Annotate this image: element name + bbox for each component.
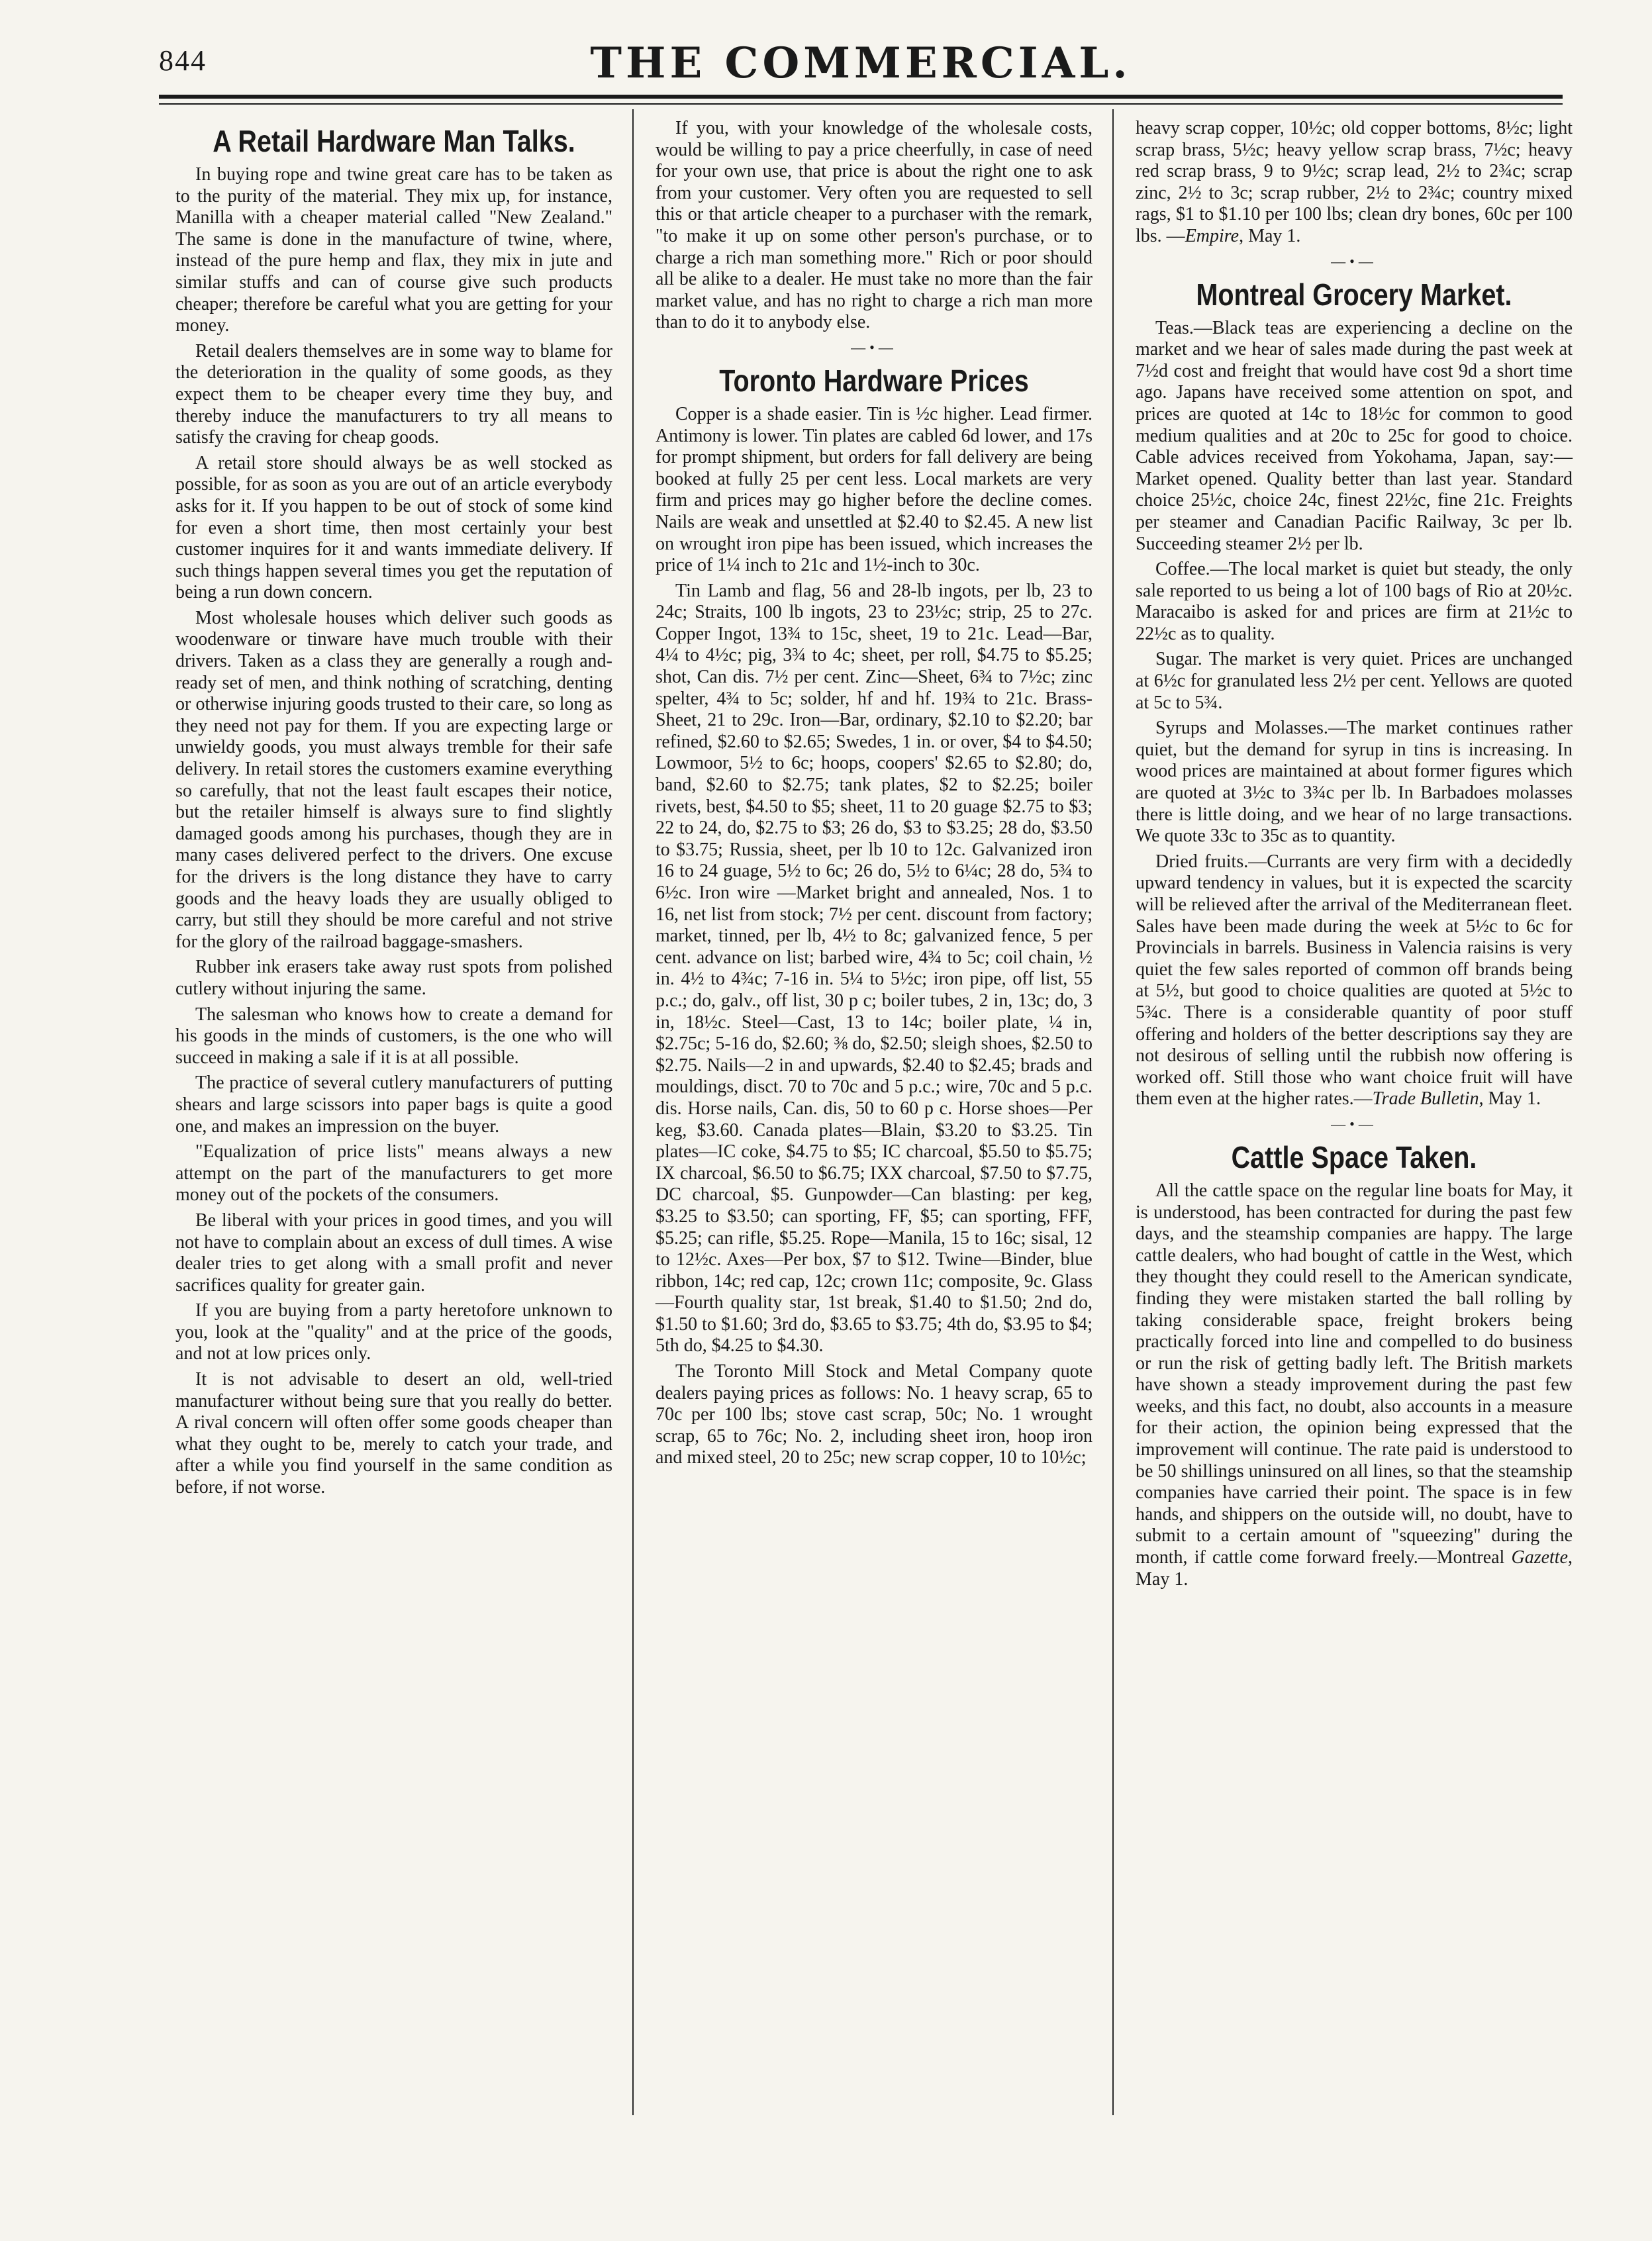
- masthead-rule-thick: [159, 95, 1563, 99]
- article-paragraph: If you, with your knowledge of the wholesale costs, would be willing to pay a price cheerfully, in case of need for your own use, that price is about the right one to ask from your customer. Very often you are requested to sell this or that article cheaper to a purchaser with the remark, "to make it up on some other person's purchase, or to charge a rich man something more." Rich or poor should all be alike to a dealer. He must take no more than the fair market value, and has no right to charge a rich man more than to do it to anybody else.: [656, 118, 1093, 333]
- article-paragraph: If you are buying from a party heretofore unknown to you, look at the "quality" and at the price of the goods, and not at low prices only.: [175, 1300, 612, 1364]
- source-attribution: Empire: [1185, 225, 1239, 246]
- masthead-rule-thin: [159, 103, 1563, 105]
- article-heading-toronto-hardware: Toronto Hardware Prices: [719, 363, 1029, 398]
- article-paragraph: Rubber ink erasers take away rust spots from polished cutlery without injuring the same.: [175, 957, 612, 999]
- price-list-paragraph: Tin Lamb and flag, 56 and 28-lb ingots, per lb, 23 to 24c; Straits, 100 lb ingots, 23 to 23½c; strip, 25 to 27c. Copper Ingot, 13¾ to 15c, sheet, 19 to 21c. Lead—Bar, 4¼ to 4½c; pig, 3¾ to 4c; sheet, per roll, $4.75 to $5.25; shot, Can dis. 7½ per cent. Zinc—Sheet, 6¾ to 7½c; zinc spelter, 4¾ to 5c; solder, hf and hf. 19¾ to 21c. Brass- Sheet, 21 to 29c. Iron—Bar, ordinary, $2.10 to $2.20; bar refined, $2.60 to $2.65; Swedes, 1 in. or over, $4 to $4.50; Lowmoor, 5½ to 6c; hoops, coopers' $2.65 to $2.80; do, band, $2.60 to $2.75; tank plates, $2 to $2.25; boiler rivets, best, $4.50 to $5; sheet, 11 to 20 guage $2.75 to $3; 22 to 24, do, $2.75 to $3; 26 do, $3 to $3.25; 28 do, $3.50 to $3.75; Russia, sheet, per lb 10 to 12c. Galvanized iron 16 to 24 guage, 5½ to 6c; 26 do, 5½ to 6¼c; 28 do, 5¾ to 6½c. Iron wire —Market bright and annealed, Nos. 1 to 16, net list from stock; 7½ per cent. discount from factory; market, tinned, per lb, 4½ to 8c; galvanized fence, 5 per cent. advance on list; barbed wire, 4¾ to 5c; coil chain, ½ in. 4½ to 4¾c; 7-16 in. 5¼ to 5½c; iron pipe, off list, 55 p.c.; do, galv., off list, 30 p c; boiler tubes, 2 in, 13c; do, 3 in, 18½c. Steel—Cast, 13 to 14c; boiler plate, ¼ in, $2.75c; 5-16 do, $2.60; ⅜ do, $2.50; sleigh shoes, $2.50 to $2.75. Nails—2 in and upwards, $2.40 to $2.45; brads and mouldings, disct. 70 to 70c and 5 p.c.; wire, 70c and 5 p.c. dis. Horse nails, Can. dis, 50 to 60 p c. Horse shoes—Per keg, $3.60. Canada plates—Blain, $3.20 to $3.25. Tin plates—IC coke, $4.75 to $5; IC charcoal, $5.50 to $5.75; IX charcoal, $6.50 to $6.75; IXX charcoal, $7.50 to $7.75, DC charcoal, $5. Gunpowder—Can blasting: per keg, $3.25 to $3.50; can sporting, FF, $5; can sporting, FFF, $5.25; can rifle, $5.25. Rope—Manila, 15 to 16c; sisal, 12 to 12½c. Axes—Per box, $7 to $12. Twine—Binder, blue ribbon, 14c; red cap, 12c; crown 11c; composite, 9c. Glass—Fourth quality star, 1st break, $1.40 to $1.50; 2nd do, $1.50 to $1.60; 3rd do, $3.65 to $3.75; 4th do, $3.95 to $4; 5th do, $4.25 to $4.30.: [656, 580, 1093, 1357]
- article-heading-montreal-grocery: Montreal Grocery Market.: [1196, 277, 1512, 312]
- article-paragraph: Most wholesale houses which deliver such goods as woodenware or tinware have much trouble with their drivers. Taken as a class they are generally a rough and-ready set of men, and think nothing of scratching, denting or otherwise injuring goods trusted to their care, so long as they need not pay for them. If you are expecting large or unwieldy goods, you must always tremble for their safe delivery. In retail stores the customers examine everything so carefully, that not the least fault escapes their notice, but the retailer himself is always sure to find slightly damaged goods among his purchases, though they are in many cases delivered perfect to the drivers. One excuse for the drivers is the long distance they have to carry goods and the heavy loads they are usually obliged to carry, but still they should be more careful and not strive for the glory of the railroad baggage-smashers.: [175, 607, 612, 952]
- page-number: 844: [159, 44, 207, 77]
- paragraph-text: heavy scrap copper, 10½c; old copper bottoms, 8½c; light scrap brass, 5½c; heavy yellow scrap brass, 7½c; heavy red scrap brass, 9 to 9½c; scrap lead, 2½ to 2¾c; scrap zinc, 2½ to 3c; scrap rubber, 2½ to 2¾c; country mixed rags, $1 to $1.10 per 100 lbs; clean dry bones, 60c per 100 lbs. —: [1136, 118, 1573, 246]
- paragraph-text: All the cattle space on the regular line boats for May, it is understood, has been contracted for during the past few days, and the steamship companies are happy. The large cattle dealers, who had bought of cattle in the West, which they thought they could resell to the American syndicate, finding they were mistaken started the ball rolling by taking considerable space, freight brokers being practically forced into line and compelled to do business or run the risk of getting badly left. The British markets have shown a steady improvement during the past few weeks, and this fact, no doubt, also accounts in a measure for their action, the opinion being expressed that the improvement will continue. The rate paid is understood to be 50 shillings uninsured on all lines, so that the steamship companies have carried their point. The space is in few hands, and shippers on the outside will, no doubt, have to submit to a certain amount of "squeezing" during the month, if cattle come forward freely.—Montreal: [1136, 1180, 1573, 1568]
- source-date: , May 1.: [1239, 225, 1301, 246]
- column-2: [656, 118, 1093, 1473]
- source-attribution: Trade Bulletin: [1372, 1088, 1479, 1110]
- article-paragraph: Be liberal with your prices in good times, and you will not have to complain about an excess of dull times. A wise dealer tries to get along with a small profit and never sacrifices quality for greater gain.: [175, 1210, 612, 1296]
- column-divider-1: [632, 109, 634, 2115]
- article-paragraph: [1136, 118, 1573, 248]
- column-3: [1136, 118, 1573, 1594]
- article-paragraph: Retail dealers themselves are in some way to blame for the deterioration in the quality of some goods, as they expect them to be cheaper every time they buy, and thereby induce the manufacturers to try all means to satisfy the craving for cheap goods.: [175, 340, 612, 448]
- article-paragraph: [1136, 851, 1573, 1110]
- masthead: [159, 32, 1563, 105]
- article-paragraph: Sugar. The market is very quiet. Prices are unchanged at 6½c for granulated less 2½ per cent. Yellows are quoted at 5c to 5¾.: [1136, 649, 1573, 713]
- article-paragraph: In buying rope and twine great care has to be taken as to the purity of the material. They mix up, for instance, Manilla with a cheaper material called "New Zealand." The same is done in the manufacture of twine, where, instead of the pure hemp and flax, they mix in jute and similar stuffs and can of course give such products cheaper; therefore be careful what you are getting for your money.: [175, 164, 612, 336]
- section-separator: —•—: [1331, 1115, 1377, 1132]
- newspaper-title: THE COMMERCIAL.: [590, 38, 1132, 88]
- article-heading-cattle-space: Cattle Space Taken.: [1231, 1139, 1477, 1174]
- column-1: [175, 118, 612, 1503]
- source-attribution: Gazette: [1511, 1547, 1568, 1568]
- article-paragraph: Teas.—Black teas are experiencing a decline on the market and we hear of sales made during the past week at 7½d cost and freight that would have cost 9d a short time ago. Japans have received some attention on spot, and prices are quoted at 14c to 18½c for common to good medium qualities and at 20c to 25c for good to choice. Cable advices received from Yokohama, Japan, say:—Market opened. Quality better than last year. Standard choice 25½c, choice 24c, finest 22½c, fine 21c. Freights per steamer and Canadian Pacific Railway, 3c per lb. Succeeding steamer 2½ per lb.: [1136, 317, 1573, 554]
- source-date: , May 1.: [1479, 1088, 1541, 1110]
- article-paragraph: [1136, 1180, 1573, 1590]
- article-heading-retail-hardware: A Retail Hardware Man Talks.: [213, 124, 575, 158]
- article-paragraph: Syrups and Molasses.—The market continues rather quiet, but the demand for syrup in tins is increasing. In wood prices are maintained at about former figures which are quoted at 3½c to 3¾c per lb. In Barbadoes molasses there is little doing, and we hear of no large transactions. We quote 33c to 35c as to quantity.: [1136, 718, 1573, 847]
- paragraph-text: Dried fruits.—Currants are very firm with a decidedly upward tendency in values, but it is expected the scarcity will be relieved after the arrival of the Mediterranean fleet. Sales have been made during the week at 5½c to 6c for Provincials in barrels. Business in Valencia raisins is very quiet the few sales reported of common off brands being at 5½, but good to choice qualities are quoted at 5½c to 5¾c. There is a considerable quantity of poor stuff offering and holders of the better descriptions say they are not desirous of selling until the rubbish now offering is worked off. Still those who want choice fruit will have them even at the higher rates.—: [1136, 851, 1573, 1110]
- article-paragraph: The salesman who knows how to create a demand for his goods in the minds of customers, is the one who will succeed in making a sale if it is at all possible.: [175, 1004, 612, 1068]
- section-separator: —•—: [851, 338, 897, 356]
- article-paragraph: The practice of several cutlery manufacturers of putting shears and large scissors into paper bags is quite a good one, and makes an impression on the buyer.: [175, 1073, 612, 1137]
- article-paragraph: "Equalization of price lists" means always a new attempt on the part of the manufacturers to get more money out of the pockets of the consumers.: [175, 1141, 612, 1206]
- article-paragraph: The Toronto Mill Stock and Metal Company quote dealers paying prices as follows: No. 1 heavy scrap, 65 to 70c per 100 lbs; stove cast scrap, 50c; No. 1 wrought scrap, 65 to 76c; No. 2, including sheet iron, hoop iron and mixed steel, 20 to 25c; new scrap copper, 10 to 10½c;: [656, 1361, 1093, 1468]
- article-paragraph: A retail store should always be as well stocked as possible, for as soon as you are out of an article everybody asks for it. If you happen to be out of stock of some kind for even a short time, then most certainly your best customer inquires for it and wants immediate delivery. If such things happen several times you get the reputation of being a run down concern.: [175, 452, 612, 603]
- section-separator: —•—: [1331, 252, 1377, 269]
- column-divider-2: [1112, 109, 1114, 2115]
- article-paragraph: Copper is a shade easier. Tin is ½c higher. Lead firmer. Antimony is lower. Tin plates are cabled 6d lower, and 17s for prompt shipment, but orders for fall delivery are being booked at fully 25 per cent less. Local markets are very firm and prices may go higher before the decline comes. Nails are weak and unsettled at $2.40 to $2.45. A new list on wrought iron pipe has been issued, which increases the price of 1¼ inch to 21c and 1½-inch to 30c.: [656, 403, 1093, 576]
- article-paragraph: It is not advisable to desert an old, well-tried manufacturer without being sure that you really do better. A rival concern will often offer some goods cheaper than what they ought to be, merely to catch your trade, and after a while you find yourself in the same condition as before, if not worse.: [175, 1369, 612, 1498]
- source-date: , May 1.: [1136, 1547, 1573, 1590]
- article-paragraph: Coffee.—The local market is quiet but steady, the only sale reported to us being a lot of 100 bags of Rio at 20½c. Maracaibo is asked for and prices are firm at 21½c to 22½c as to quality.: [1136, 559, 1573, 644]
